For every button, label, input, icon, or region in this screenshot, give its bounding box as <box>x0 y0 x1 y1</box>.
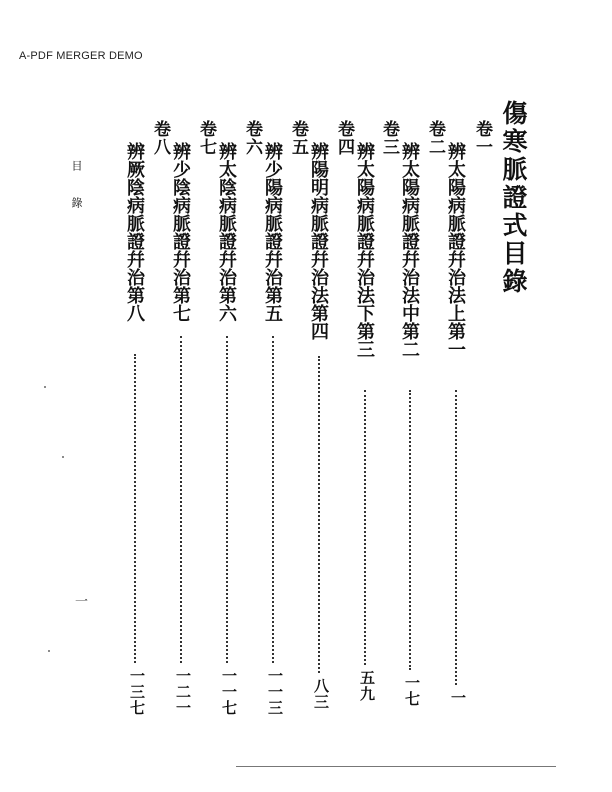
toc-page-number: 八三 <box>312 678 330 710</box>
toc-leader <box>364 390 366 665</box>
toc-chapter[interactable]: 辨少陽病脈證幷治第五 <box>262 142 283 322</box>
toc-volume: 卷四 <box>334 120 354 156</box>
scan-speck <box>44 386 46 388</box>
toc-leader <box>318 356 320 673</box>
toc-page-number: 一一三 <box>266 668 284 716</box>
scan-speck <box>48 650 50 652</box>
bottom-rule <box>236 766 556 767</box>
toc-volume: 卷五 <box>288 120 308 156</box>
toc-leader <box>134 354 136 663</box>
toc-title: 傷寒脈證式目錄 <box>499 100 528 296</box>
toc-leader <box>226 336 228 663</box>
toc-leader <box>180 336 182 663</box>
toc-page-number: 一二一 <box>174 668 192 716</box>
toc-chapter[interactable]: 辨太陰病脈證幷治第六 <box>216 142 237 322</box>
toc-page-number: 一七 <box>403 675 421 707</box>
margin-section-label: 目錄 <box>70 160 83 234</box>
toc-volume: 卷一 <box>472 120 492 156</box>
toc-volume: 卷七 <box>196 120 216 156</box>
toc-page-number: 一一七 <box>220 668 238 716</box>
toc-volume: 卷六 <box>242 120 262 156</box>
toc-chapter[interactable]: 辨太陽病脈證幷治法上第一 <box>445 142 466 358</box>
toc-chapter[interactable]: 辨厥陰病脈證幷治第八 <box>124 142 145 322</box>
toc-chapter[interactable]: 辨太陽病脈證幷治法下第三 <box>354 142 375 358</box>
toc-page-number: 五九 <box>358 670 376 702</box>
toc-volume: 卷八 <box>150 120 170 156</box>
folio-number: 一 <box>72 594 87 607</box>
toc-volume: 卷二 <box>425 120 445 156</box>
toc-page-number: 一三七 <box>128 668 146 716</box>
toc-page-number: 一 <box>449 690 467 706</box>
toc-leader <box>272 336 274 663</box>
toc-leader <box>455 390 457 685</box>
toc-chapter[interactable]: 辨陽明病脈證幷治法第四 <box>308 142 329 340</box>
scan-speck <box>62 456 64 458</box>
toc-chapter[interactable]: 辨少陰病脈證幷治第七 <box>170 142 191 322</box>
watermark-text: A-PDF MERGER DEMO <box>19 50 143 62</box>
toc-leader <box>409 390 411 670</box>
toc-volume: 卷三 <box>379 120 399 156</box>
toc-chapter[interactable]: 辨太陽病脈證幷治法中第二 <box>399 142 420 358</box>
